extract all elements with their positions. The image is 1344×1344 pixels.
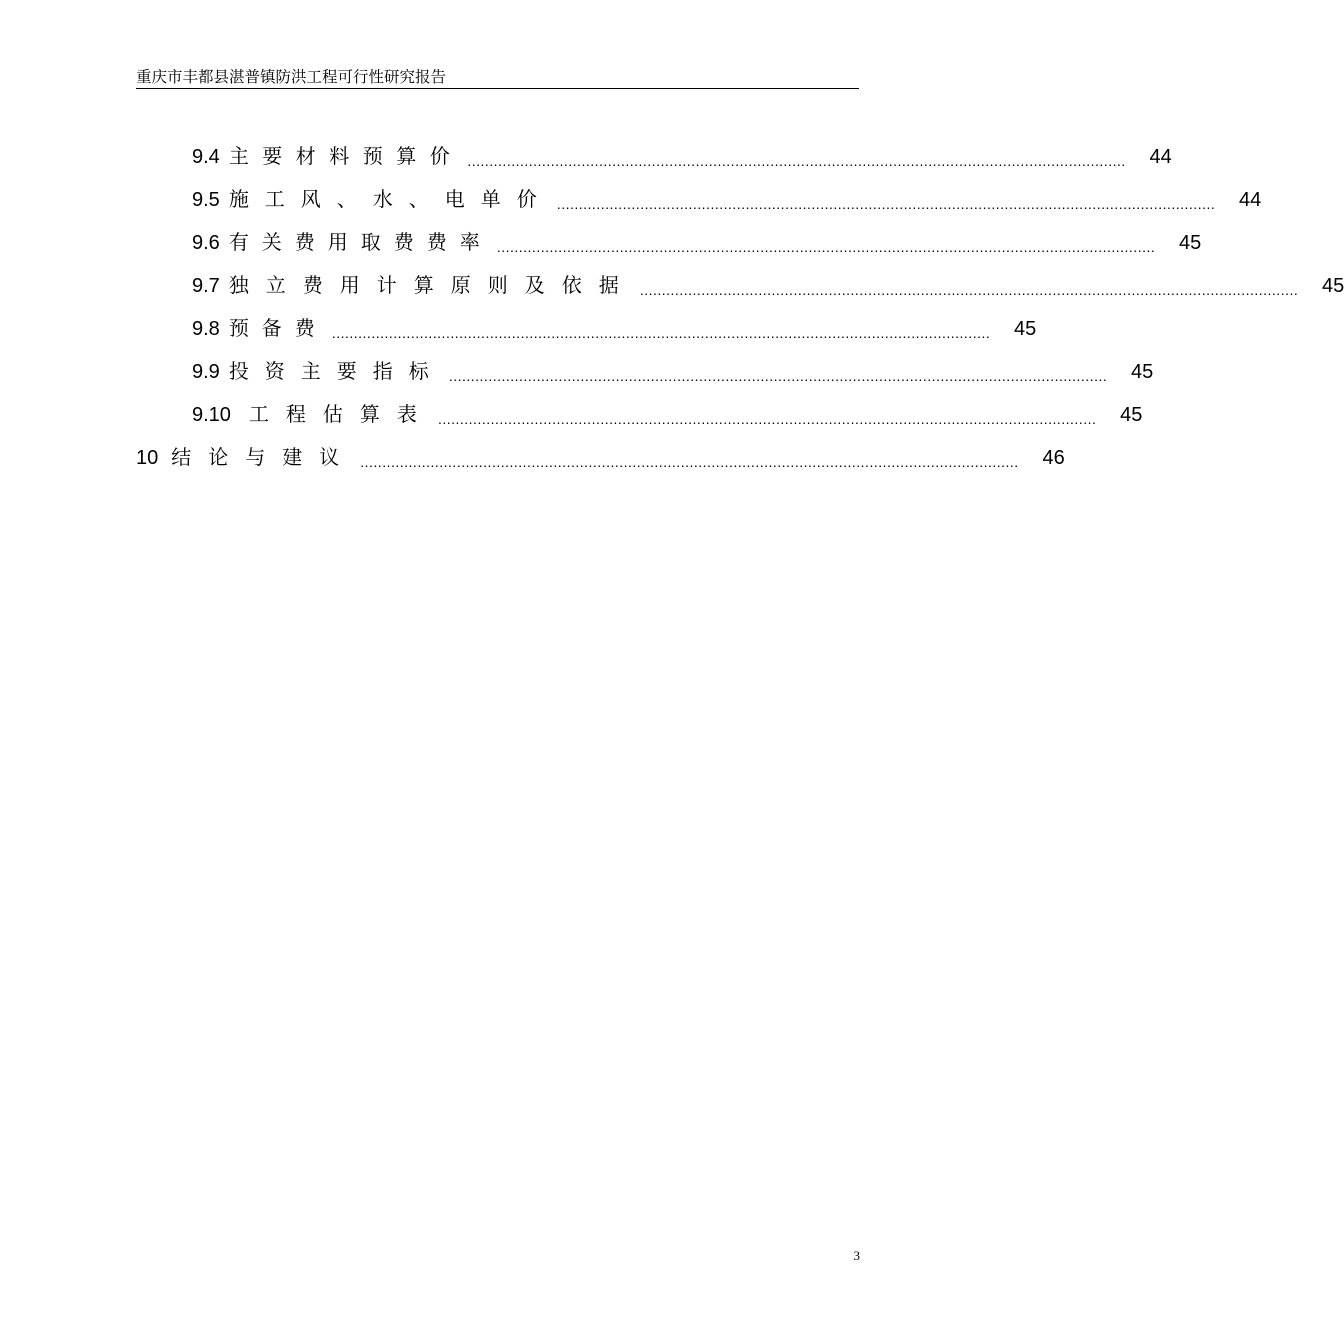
toc-entry-page: 46	[1042, 447, 1065, 469]
page-number: 3	[853, 1248, 860, 1263]
header-rule	[136, 88, 859, 89]
toc-entry[interactable]	[136, 443, 1065, 473]
running-header: 重庆市丰都县湛普镇防洪工程可行性研究报告	[136, 69, 447, 86]
toc-entry-title: 施工风、水、电单价	[228, 189, 553, 211]
toc-entry-number: 10	[136, 447, 159, 469]
toc-entry[interactable]	[192, 228, 1202, 258]
toc-dot-leader: ......................................................................................................................................................	[331, 325, 991, 341]
toc-entry[interactable]	[192, 271, 1344, 301]
toc-entry-title: 投资主要指标	[228, 361, 445, 383]
toc-entry[interactable]	[192, 357, 1154, 387]
toc-entry-number: 9.6	[192, 232, 220, 254]
toc-dot-leader: ......................................................................................................................................................	[556, 196, 1216, 212]
toc-dot-leader: ......................................................................................................................................................	[360, 454, 1019, 470]
toc-entry-title: 独立费用计算原则及依据	[228, 275, 636, 297]
toc-entry-title: 有关费用取费费率	[228, 232, 493, 254]
toc-dot-leader: ......................................................................................................................................................	[639, 282, 1299, 298]
toc-entry-number: 9.5	[192, 189, 220, 211]
toc-entry-page: 45	[1120, 404, 1143, 426]
toc-entry-number: 9.8	[192, 318, 220, 340]
toc-entry-page: 45	[1014, 318, 1037, 340]
toc-entry[interactable]	[192, 142, 1172, 172]
toc-entry-title: 工程估算表	[248, 404, 434, 426]
toc-entry-number: 9.10	[192, 404, 231, 426]
toc-entry-title: 主要材料预算价	[228, 146, 464, 168]
toc-entry[interactable]	[192, 185, 1262, 215]
toc-dot-leader: ......................................................................................................................................................	[437, 411, 1097, 427]
toc-entry-number: 9.9	[192, 361, 220, 383]
toc-entry-number: 9.4	[192, 146, 220, 168]
toc-entry[interactable]	[192, 314, 1037, 344]
toc-dot-leader: ......................................................................................................................................................	[448, 368, 1108, 384]
toc-entry-page: 45	[1179, 232, 1202, 254]
toc-entry-title: 结论与建议	[171, 447, 357, 469]
toc-entry-page: 45	[1131, 361, 1154, 383]
toc-dot-leader: ......................................................................................................................................................	[467, 153, 1126, 169]
toc-dot-leader: ......................................................................................................................................................	[496, 239, 1156, 255]
toc-entry-page: 44	[1149, 146, 1172, 168]
toc-entry-number: 9.7	[192, 275, 220, 297]
toc-entry-page: 45	[1322, 275, 1344, 297]
toc-entry[interactable]	[192, 400, 1143, 430]
toc-entry-page: 44	[1239, 189, 1262, 211]
toc-entry-title: 预备费	[228, 318, 328, 340]
